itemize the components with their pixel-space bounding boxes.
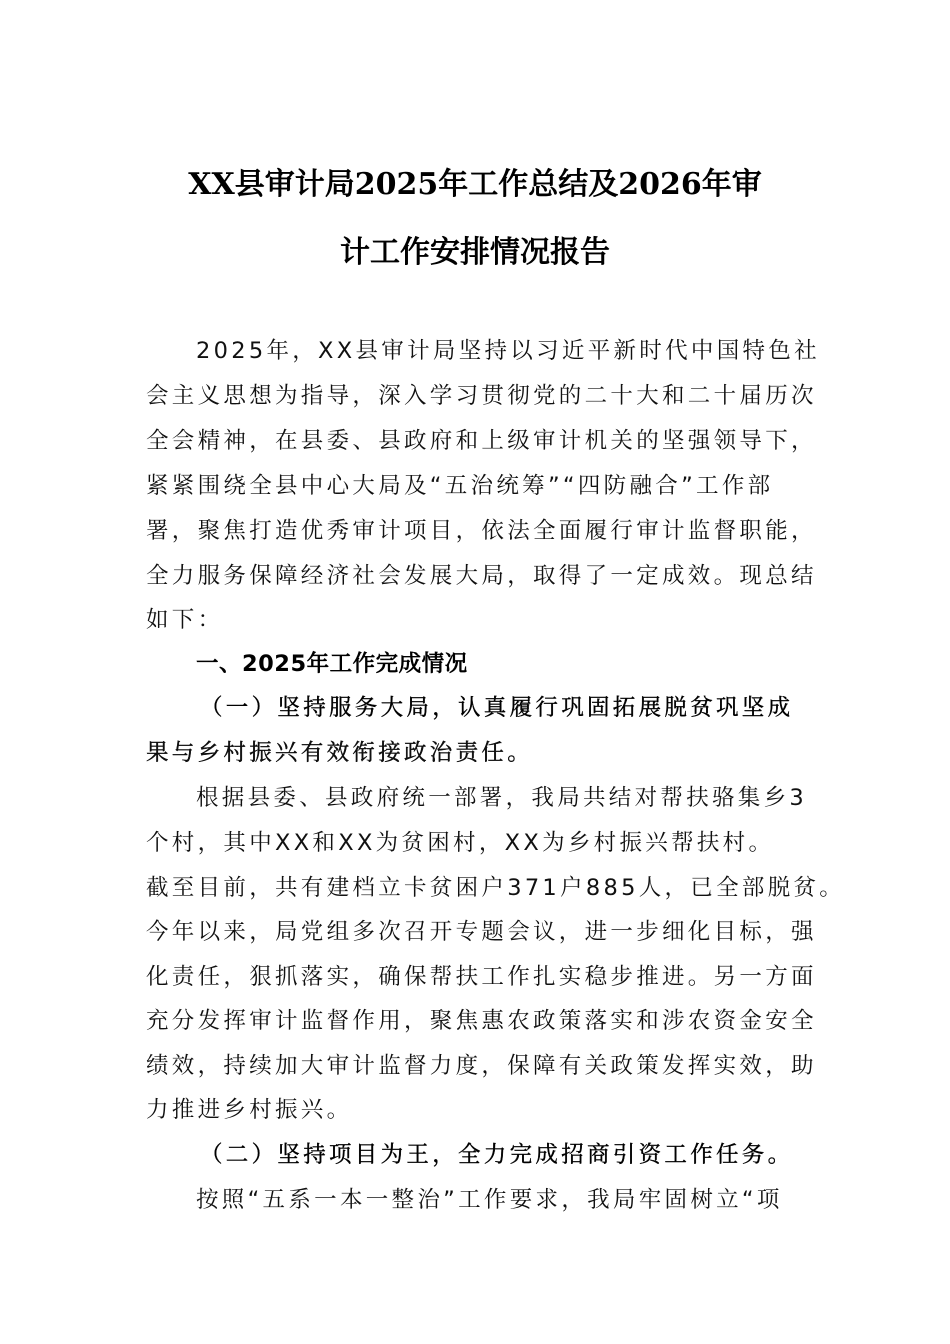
intro-paragraph-line: 2025年，XX县审计局坚持以习近平新时代中国特色社 bbox=[196, 338, 820, 364]
document-title-line-2: 计工作安排情况报告 bbox=[340, 235, 610, 270]
body-paragraph-line: 充分发挥审计监督作用，聚焦惠农政策落实和涉农资金安全 bbox=[146, 1008, 817, 1034]
body-paragraph-line: 截至目前，共有建档立卡贫困户371户885人，已全部脱贫。 bbox=[146, 875, 846, 901]
body-paragraph-line: 按照“五系一本一整治”工作要求，我局牢固树立“项 bbox=[196, 1187, 783, 1213]
intro-paragraph-line: 紧紧围绕全县中心大局及“五治统筹”“四防融合”工作部 bbox=[146, 473, 774, 499]
body-paragraph-line: 根据县委、县政府统一部署，我局共结对帮扶骆集乡3 bbox=[196, 785, 808, 811]
body-paragraph-line: 化责任，狠抓落实，确保帮扶工作扎实稳步推进。另一方面 bbox=[146, 964, 817, 990]
body-paragraph-line: 今年以来，局党组多次召开专题会议，进一步细化目标，强 bbox=[146, 919, 817, 945]
body-paragraph-line: 力推进乡村振兴。 bbox=[146, 1097, 353, 1123]
subsection-heading: （二）坚持项目为王，全力完成招商引资工作任务。 bbox=[200, 1142, 794, 1168]
subsection-heading-line: （一）坚持服务大局，认真履行巩固拓展脱贫巩坚成 bbox=[200, 695, 794, 721]
intro-paragraph-line: 会主义思想为指导，深入学习贯彻党的二十大和二十届历次 bbox=[146, 383, 817, 409]
subsection-heading-line: 果与乡村振兴有效衔接政治责任。 bbox=[146, 740, 534, 766]
intro-paragraph-line: 全会精神，在县委、县政府和上级审计机关的坚强领导下， bbox=[146, 428, 817, 454]
body-paragraph-line: 个村，其中XX和XX为贫困村，XX为乡村振兴帮扶村。 bbox=[146, 830, 775, 856]
intro-paragraph-line: 如下： bbox=[146, 607, 224, 633]
section-heading: 一、2025年工作完成情况 bbox=[196, 651, 468, 677]
intro-paragraph-line: 全力服务保障经济社会发展大局，取得了一定成效。现总结 bbox=[146, 563, 817, 589]
intro-paragraph-line: 署，聚焦打造优秀审计项目，依法全面履行审计监督职能， bbox=[146, 518, 817, 544]
document-title-line-1: XX县审计局2025年工作总结及2026年审 bbox=[188, 167, 762, 202]
body-paragraph-line: 绩效，持续加大审计监督力度，保障有关政策发挥实效，助 bbox=[146, 1053, 817, 1079]
